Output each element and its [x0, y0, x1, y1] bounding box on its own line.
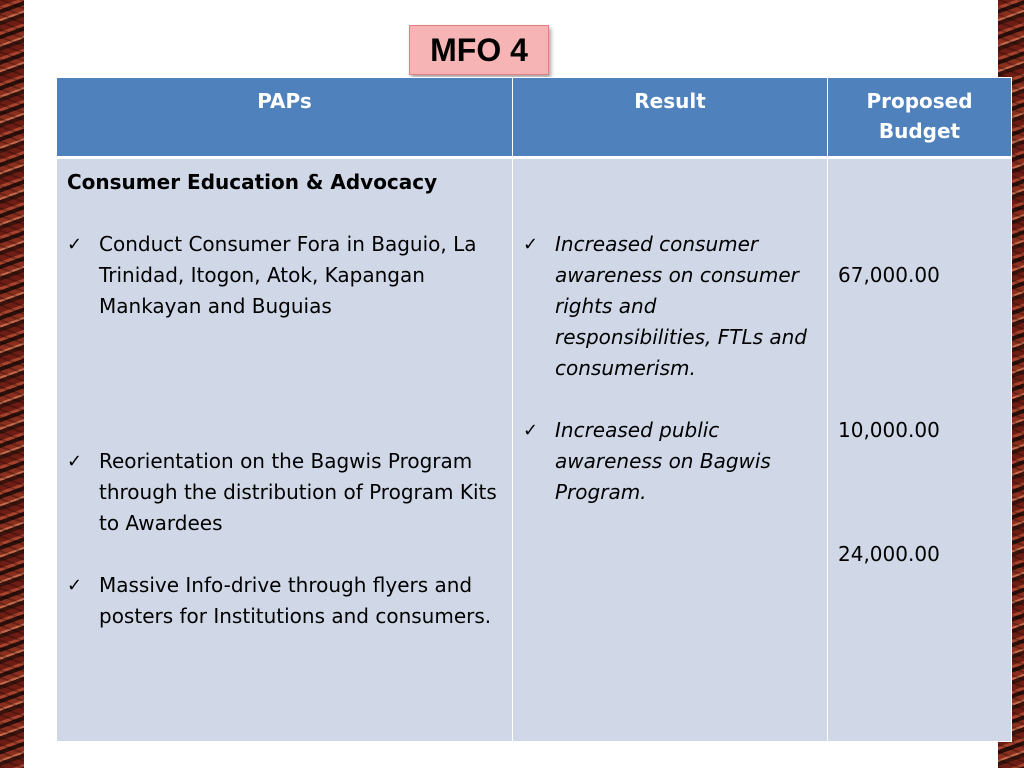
pap-text: Conduct Consumer Fora in Baguio, La Trinidad, Itogon, Atok, Kapangan Mankayan and Buguias	[99, 232, 477, 318]
header-proposed-budget-label: Proposed Budget	[866, 89, 973, 143]
mfo-table	[56, 77, 1012, 742]
result-cell	[513, 158, 828, 742]
result-item	[523, 229, 817, 384]
table-header-row	[57, 78, 1012, 158]
pap-text: Massive Info-drive through flyers and posters for Institutions and consumers.	[99, 573, 492, 628]
section-heading: Consumer Education & Advocacy	[67, 170, 438, 194]
pap-text: Reorientation on the Bagwis Program through the distribution of Program Kits to Awardees	[99, 449, 497, 535]
table-row	[57, 158, 1012, 742]
checkmark-icon: ✓	[523, 234, 539, 255]
checkmark-icon: ✓	[67, 451, 83, 472]
result-text: Increased public awareness on Bagwis Program.	[555, 418, 771, 504]
header-result: Result	[513, 78, 828, 158]
checkmark-icon: ✓	[67, 234, 83, 255]
pap-item	[67, 446, 502, 539]
header-proposed-budget	[828, 78, 1012, 158]
checkmark-icon: ✓	[523, 420, 539, 441]
pap-item	[67, 229, 502, 322]
result-item	[523, 415, 817, 508]
paps-cell	[57, 158, 513, 742]
checkmark-icon: ✓	[67, 575, 83, 596]
result-text: Increased consumer awareness on consumer rights and responsibilities, FTLs and consumerism.	[555, 232, 808, 380]
budget-value: 10,000.00	[838, 418, 940, 442]
slide-title: MFO 4	[409, 25, 549, 75]
pap-item	[67, 570, 502, 632]
budget-cell	[828, 158, 1012, 742]
left-woven-border	[0, 0, 24, 768]
budget-value: 67,000.00	[838, 263, 940, 287]
budget-value: 24,000.00	[838, 542, 940, 566]
header-paps: PAPs	[57, 78, 513, 158]
